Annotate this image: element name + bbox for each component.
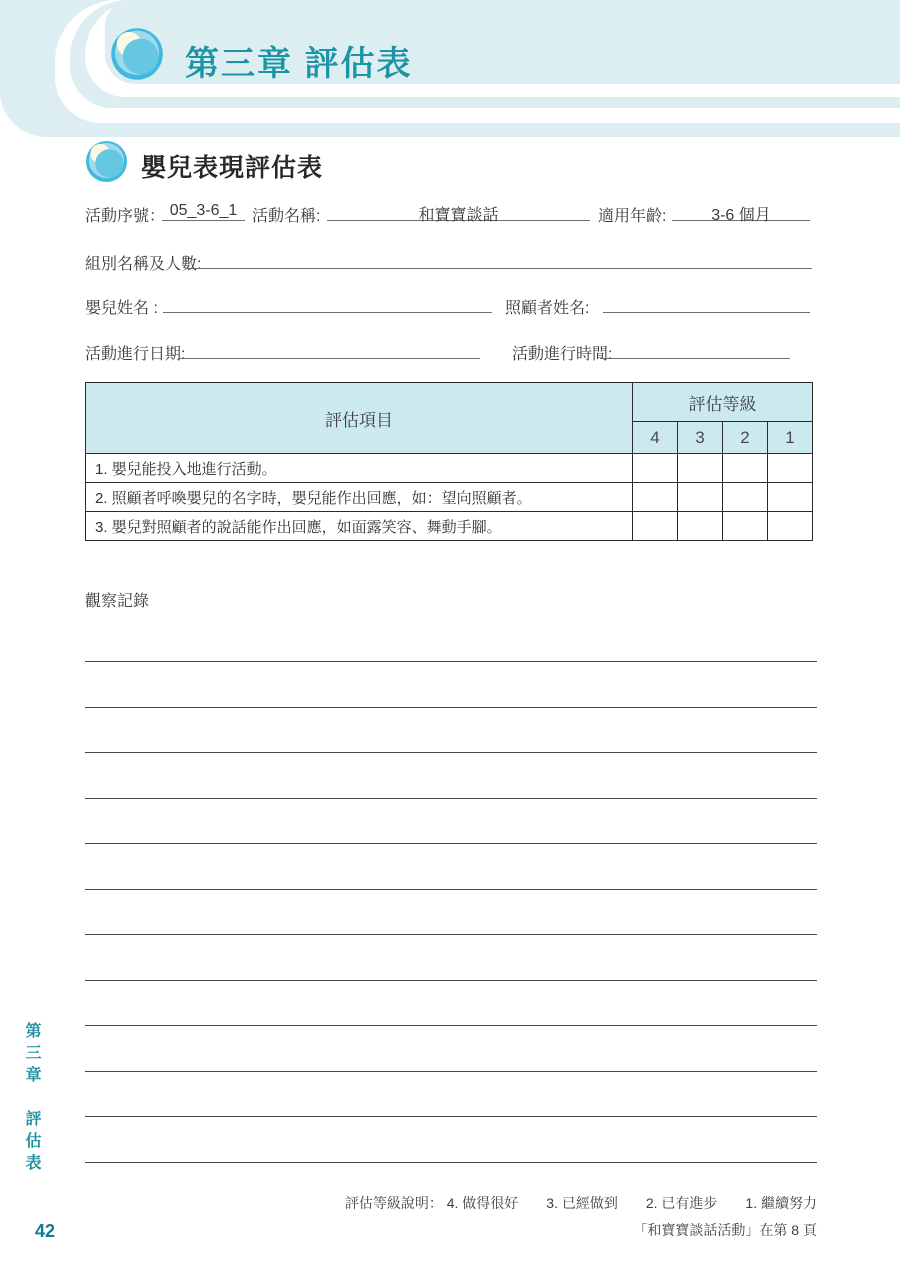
ruled-line <box>85 661 817 662</box>
item-header: 評估項目 <box>86 383 633 454</box>
assessment-item: 1. 嬰兒能投入地進行活動。 <box>86 454 633 483</box>
chapter-title: 第三章 評估表 <box>185 45 413 83</box>
rating-slot <box>633 483 678 512</box>
time-blank <box>600 340 790 359</box>
ruled-line <box>85 934 817 935</box>
rating-slot <box>678 454 723 483</box>
reference-note: 「和寶寶談話活動」在第 8 頁 <box>633 1222 817 1238</box>
sidebar-vertical-title: 第三章 評估表 <box>23 1022 40 1176</box>
rating-level-cell: 2 <box>723 422 768 454</box>
ruled-line <box>85 707 817 708</box>
assessment-table <box>85 382 813 541</box>
rating-slot <box>768 483 813 512</box>
time-label: 活動進行時間: <box>512 346 613 363</box>
section-bubble-icon <box>85 140 128 183</box>
age-label: 適用年齡: <box>598 208 667 225</box>
rating-slot <box>678 483 723 512</box>
rating-slot <box>633 512 678 541</box>
rating-header: 評估等級 <box>633 383 813 422</box>
ruled-line <box>85 752 817 753</box>
group-blank <box>186 250 812 269</box>
rating-legend: 評估等級說明： 4. 做得很好 3. 已經做到 2. 已有進步 1. 繼續努力 <box>344 1195 817 1211</box>
section-title: 嬰兒表現評估表 <box>141 154 324 182</box>
rating-level-cell: 3 <box>678 422 723 454</box>
ruled-line <box>85 798 817 799</box>
table-row <box>86 483 813 512</box>
caregiver-name-blank <box>603 294 810 313</box>
activity-name-label: 活動名稱: <box>252 208 321 225</box>
rating-level-cell: 4 <box>633 422 678 454</box>
activity-no-label: 活動序號： <box>85 208 166 225</box>
ruled-line <box>85 1025 817 1026</box>
infant-name-blank <box>163 294 492 313</box>
assessment-item: 2. 照顧者呼喚嬰兒的名字時，嬰兒能作出回應，如：望向照顧者。 <box>86 483 633 512</box>
infant-name-label: 嬰兒姓名 : <box>85 300 158 317</box>
ruled-line <box>85 1116 817 1117</box>
rating-level-cell: 1 <box>768 422 813 454</box>
rating-slot <box>723 483 768 512</box>
ruled-line <box>85 980 817 981</box>
rating-slot <box>633 454 678 483</box>
group-label: 組別名稱及人數: <box>85 256 202 273</box>
rating-slot <box>723 454 768 483</box>
ruled-line <box>85 843 817 844</box>
rating-slot <box>768 512 813 541</box>
ruled-line <box>85 889 817 890</box>
rating-slot <box>723 512 768 541</box>
observation-label: 觀察記錄 <box>85 593 150 610</box>
age-value: 3-6 個月 <box>672 202 810 221</box>
page-number: 42 <box>35 1221 56 1241</box>
activity-name-value: 和寶寶談話 <box>327 202 590 221</box>
rating-slot <box>768 454 813 483</box>
date-blank <box>178 340 480 359</box>
assessment-item: 3. 嬰兒對照顧者的說話能作出回應，如面露笑容、舞動手腳。 <box>86 512 633 541</box>
bubble-icon <box>110 27 164 81</box>
ruled-line <box>85 1162 817 1163</box>
activity-no-value: 05_3-6_1 <box>162 202 245 221</box>
rating-slot <box>678 512 723 541</box>
ruled-line <box>85 1071 817 1072</box>
caregiver-name-label: 照顧者姓名: <box>505 300 590 317</box>
date-label: 活動進行日期: <box>85 346 186 363</box>
table-row <box>86 512 813 541</box>
table-row <box>86 454 813 483</box>
